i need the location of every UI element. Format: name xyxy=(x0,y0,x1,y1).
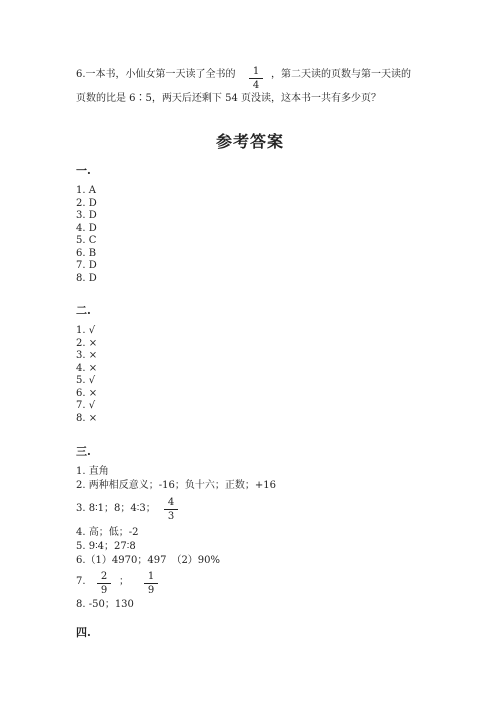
section4-heading: 四. xyxy=(76,626,91,639)
list-item: 4. × xyxy=(76,362,98,374)
fraction-numerator: 2 xyxy=(97,571,111,584)
list-item: 7. D xyxy=(76,260,97,271)
list-item: 4. D xyxy=(76,222,97,234)
list-item: 8. × xyxy=(76,412,98,424)
list-item: 1. √ xyxy=(76,325,96,336)
fraction-denominator: 9 xyxy=(100,585,108,596)
list-item: 2. D xyxy=(76,197,97,209)
section3-answer-5: 5. 9∶4；27∶8 xyxy=(76,541,136,552)
fraction-numerator: 1 xyxy=(144,571,158,584)
section3-answer-6: 6.（1）4970；497 （2）90% xyxy=(76,555,221,566)
section3-heading: 三. xyxy=(76,445,91,458)
list-item: 6. B xyxy=(76,247,97,259)
question6-fraction xyxy=(249,66,263,91)
section3-answer-7-label: 7. xyxy=(76,576,86,587)
fraction-denominator: 4 xyxy=(252,80,260,91)
section3-answer-8: 8. -50；130 xyxy=(76,599,134,610)
list-item: 6. × xyxy=(76,387,98,399)
section1-answer-list xyxy=(76,185,97,285)
fraction-denominator: 9 xyxy=(147,585,155,596)
section3-answer-7-fraction-2 xyxy=(144,571,158,596)
section3-answer-7-fraction-1 xyxy=(97,571,111,596)
section2-answer-list xyxy=(76,325,97,425)
section1-heading: 一. xyxy=(76,164,91,177)
answers-title: 参考答案 xyxy=(215,132,284,151)
fraction-numerator: 4 xyxy=(164,497,178,510)
fraction-denominator: 3 xyxy=(167,511,175,522)
section3-answer-3-fraction xyxy=(164,497,178,522)
question6-line2: 页数的比是 6∶5，两天后还剩下 54 页没读，这本书一共有多少页？ xyxy=(76,93,381,104)
list-item: 5. C xyxy=(76,235,97,246)
list-item: 8. D xyxy=(76,272,97,284)
section2-heading: 二. xyxy=(76,304,91,317)
list-item: 2. × xyxy=(76,337,98,349)
section3-answer-3: 3. 8∶1；8；4∶3； xyxy=(76,503,156,514)
list-item: 1. A xyxy=(76,185,96,196)
question6-line1-start: 6.一本书，小仙女第一天读了全书的 xyxy=(76,69,236,80)
section3-answer-1: 1. 直角 xyxy=(76,466,109,477)
list-item: 7. √ xyxy=(76,400,96,411)
list-item: 5. √ xyxy=(76,375,96,386)
section3-answer-4: 4. 高；低；-2 xyxy=(76,527,139,538)
section3-answer-2: 2. 两种相反意义；-16；负十六；正数；+16 xyxy=(76,480,276,491)
question6-line1-end: ，第二天读的页数与第一天读的 xyxy=(271,69,411,80)
list-item: 3. D xyxy=(76,210,97,221)
fraction-numerator: 1 xyxy=(249,66,263,79)
section3-answer-7-separator: ； xyxy=(119,576,129,587)
list-item: 3. × xyxy=(76,350,98,361)
